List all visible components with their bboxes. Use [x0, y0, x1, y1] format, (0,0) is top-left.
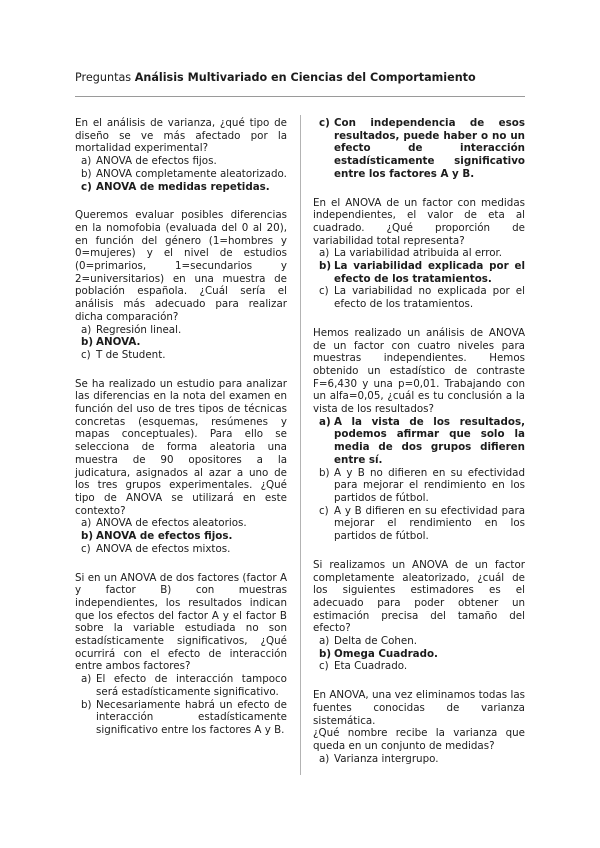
option-c: c) Eta Cuadrado.	[319, 660, 408, 673]
left-column	[75, 117, 287, 753]
option-a: a) El efecto de interacción tampoco será estadísticamente significativo.	[81, 673, 287, 698]
question-tamano-efecto	[313, 559, 525, 673]
question-varianza-residual	[313, 689, 525, 765]
option-c: c) T de Student.	[81, 348, 166, 361]
question-tecnicas-estudio	[75, 378, 287, 556]
option-a: a) Delta de Cohen.	[319, 635, 418, 648]
option-c: c) ANOVA de efectos mixtos.	[81, 542, 231, 555]
option-b: b) A y B no difieren en su efectividad para mejorar el rendimiento en los partidos de fútbol.	[319, 466, 525, 504]
question-stem: Hemos realizado un análisis de ANOVA de un factor con cuatro niveles para muestras independientes. Hemos obtenido un estadístico de contraste F=6,430 y una p=0,01. Trabajando con un alfa=0,05, ¿cuál es tu conclusión a la vista de los resultados?	[313, 326, 525, 416]
question-conclusion-anova	[313, 327, 525, 543]
question-mortalidad	[75, 117, 287, 193]
header-divider	[75, 96, 525, 97]
header-prefix: Preguntas	[75, 71, 132, 84]
option-a: a) Varianza intergrupo.	[319, 752, 439, 765]
option-b-correct: b) ANOVA de efectos fijos.	[81, 530, 233, 543]
question-stem: En ANOVA, una vez eliminamos todas las fuentes conocidas de varianza sistemática.	[313, 689, 525, 727]
option-c-correct: c) Con independencia de esos resultados, puede haber o no un efecto de interacción estadísticamente significativo entre los factores A y B.	[319, 117, 525, 180]
option-b-correct: b) ANOVA.	[81, 336, 141, 349]
question-interaccion-continued	[313, 117, 525, 181]
question-stem: En el análisis de varianza, ¿qué tipo de diseño se ve más afectado por la mortalidad experimental?	[75, 117, 287, 155]
question-stem: En el ANOVA de un factor con medidas independientes, el valor de eta al cuadrado. ¿Qué proporción de variabilidad total representa?	[313, 196, 525, 247]
option-a: a) Regresión lineal.	[81, 323, 182, 336]
question-stem: Se ha realizado un estudio para analizar las diferencias en la nota del examen en función del uso de tres tipos de técnicas concretas (esquemas, resúmenes y mapas conceptuales). Para ello se selecciona de forma aleatoria una muestra de 90 opositores a la judicatura, asignados al azar a uno de los tres grupos experimentales. ¿Qué tipo de ANOVA se utilizará en este contexto?	[75, 377, 287, 517]
option-b-correct: b) Omega Cuadrado.	[319, 647, 438, 660]
option-b: b) ANOVA completamente aleatorizado.	[81, 167, 287, 180]
option-c-correct: c) ANOVA de medidas repetidas.	[81, 180, 270, 193]
option-c: c) La variabilidad no explicada por el efecto de los tratamientos.	[319, 285, 525, 311]
right-column	[313, 117, 525, 781]
question-stem-2: ¿Qué nombre recibe la varianza que queda en un conjunto de medidas?	[313, 727, 525, 752]
option-b: b) Necesariamente habrá un efecto de interacción estadísticamente significativo entre los factores A y B.	[81, 698, 287, 736]
page-header	[75, 70, 525, 85]
question-eta-cuadrado	[313, 197, 525, 311]
option-a: a) ANOVA de efectos fijos.	[81, 155, 217, 168]
column-divider	[300, 115, 301, 775]
question-stem: Si realizamos un ANOVA de un factor completamente aleatorizado, ¿cuál de los siguientes estimadores es el adecuado para poder obtener un estimación precisa del tamaño del efecto?	[313, 558, 525, 635]
question-stem: Queremos evaluar posibles diferencias en la nomofobia (evaluada del 0 al 20), en función del género (1=hombres y 0=mujeres) y el nivel de estudios (0=primarios, 1=secundarios y 2=universitarios) en una muestra de población española. ¿Cuál sería el análisis más adecuado para realizar dicha comparación?	[75, 209, 287, 323]
option-b-correct: b) La variabilidad explicada por el efecto de los tratamientos.	[319, 260, 525, 285]
header-subject: Análisis Multivariado en Ciencias del Comportamiento	[134, 71, 476, 84]
option-a-correct: a) A la vista de los resultados, podemos afirmar que solo la media de dos grupos difieren entre sí.	[319, 415, 525, 466]
option-a: a) ANOVA de efectos aleatorios.	[81, 517, 247, 530]
question-nomofobia	[75, 209, 287, 361]
option-a: a) La variabilidad atribuida al error.	[319, 247, 503, 260]
option-c: c) A y B difieren en su efectividad para mejorar el rendimiento en los partidos de fútbol.	[319, 504, 525, 543]
question-interaccion	[75, 572, 287, 737]
question-stem: Si en un ANOVA de dos factores (factor A y factor B) con muestras independientes, los resultados indican que los efectos del factor A y el factor B sobre la variable estudiada no son estadísticamente significativos, ¿Qué ocurrirá con el efecto de interacción entre ambos factores?	[75, 571, 287, 673]
